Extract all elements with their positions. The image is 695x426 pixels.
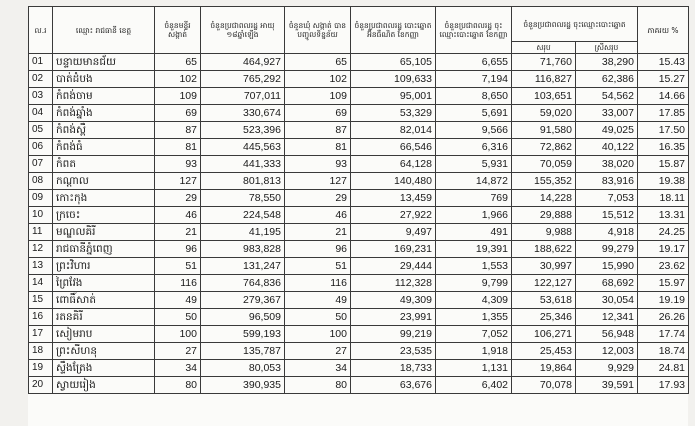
online-voters: 49,309 <box>351 292 436 309</box>
province-name: កំពង់ធំ <box>53 139 155 156</box>
communes-count: 96 <box>155 241 201 258</box>
communes-count: 29 <box>155 190 201 207</box>
percent-value: 18.74 <box>638 343 689 360</box>
communes-count: 46 <box>155 207 201 224</box>
population-count: 599,193 <box>201 326 285 343</box>
table-row <box>29 173 689 190</box>
registered-total: 71,760 <box>512 54 576 71</box>
communes-count: 100 <box>155 326 201 343</box>
registered-total: 25,346 <box>512 309 576 326</box>
row-number: 16 <box>29 309 53 326</box>
communes-entered: 80 <box>285 377 351 394</box>
population-count: 78,550 <box>201 190 285 207</box>
table-row <box>29 71 689 88</box>
table-row <box>29 122 689 139</box>
population-count: 983,828 <box>201 241 285 258</box>
table-row <box>29 377 689 394</box>
header-no: ល.រ <box>29 7 53 54</box>
percent-value: 15.97 <box>638 275 689 292</box>
registered-total: 70,078 <box>512 377 576 394</box>
row-number: 01 <box>29 54 53 71</box>
row-number: 13 <box>29 258 53 275</box>
registered-female: 40,122 <box>576 139 638 156</box>
registered-total: 188,622 <box>512 241 576 258</box>
province-name: ព្រះវិហារ <box>53 258 155 275</box>
communes-entered: 127 <box>285 173 351 190</box>
communes-entered: 81 <box>285 139 351 156</box>
online-voters: 23,991 <box>351 309 436 326</box>
population-count: 41,195 <box>201 224 285 241</box>
table-row <box>29 326 689 343</box>
registered-female: 68,692 <box>576 275 638 292</box>
population-count: 80,053 <box>201 360 285 377</box>
communes-count: 21 <box>155 224 201 241</box>
population-count: 390,935 <box>201 377 285 394</box>
row-number: 10 <box>29 207 53 224</box>
registered-sept: 4,309 <box>436 292 512 309</box>
population-count: 523,396 <box>201 122 285 139</box>
document-sheet <box>28 6 688 426</box>
header-communes-entered: ចំនួនឃុំ សង្កាត់ បានបញ្ចូលទិន្នន័យ <box>285 7 351 54</box>
province-name: រតនគិរី <box>53 309 155 326</box>
registered-sept: 8,650 <box>436 88 512 105</box>
registered-female: 12,341 <box>576 309 638 326</box>
percent-value: 17.85 <box>638 105 689 122</box>
registered-total: 106,271 <box>512 326 576 343</box>
communes-entered: 50 <box>285 309 351 326</box>
communes-count: 81 <box>155 139 201 156</box>
header-online-voters: ចំនួនប្រជាពលរដ្ឋ បោះឆ្នោត អ៊ីនធឺណិត ខែកញ្ញា <box>351 7 436 54</box>
province-name: កំពង់ចាម <box>53 88 155 105</box>
communes-entered: 51 <box>285 258 351 275</box>
online-voters: 66,546 <box>351 139 436 156</box>
communes-count: 50 <box>155 309 201 326</box>
row-number: 15 <box>29 292 53 309</box>
registered-female: 12,003 <box>576 343 638 360</box>
registered-sept: 7,052 <box>436 326 512 343</box>
registered-total: 122,127 <box>512 275 576 292</box>
communes-count: 34 <box>155 360 201 377</box>
table-row <box>29 292 689 309</box>
online-voters: 82,014 <box>351 122 436 139</box>
row-number: 03 <box>29 88 53 105</box>
communes-count: 27 <box>155 343 201 360</box>
registered-sept: 6,655 <box>436 54 512 71</box>
registered-sept: 7,194 <box>436 71 512 88</box>
registered-total: 59,020 <box>512 105 576 122</box>
table-row <box>29 88 689 105</box>
table-row <box>29 258 689 275</box>
registered-female: 33,007 <box>576 105 638 122</box>
province-name: ពោធិ៍សាត់ <box>53 292 155 309</box>
communes-count: 109 <box>155 88 201 105</box>
communes-entered: 102 <box>285 71 351 88</box>
registered-sept: 1,918 <box>436 343 512 360</box>
registered-sept: 1,131 <box>436 360 512 377</box>
registered-total: 72,862 <box>512 139 576 156</box>
registered-total: 29,888 <box>512 207 576 224</box>
communes-entered: 100 <box>285 326 351 343</box>
province-name: ស្ទឹងត្រែង <box>53 360 155 377</box>
online-voters: 140,480 <box>351 173 436 190</box>
registered-female: 30,054 <box>576 292 638 309</box>
communes-entered: 21 <box>285 224 351 241</box>
province-name: មណ្ឌលគិរី <box>53 224 155 241</box>
percent-value: 13.31 <box>638 207 689 224</box>
table-row <box>29 105 689 122</box>
online-voters: 63,676 <box>351 377 436 394</box>
registered-female: 56,948 <box>576 326 638 343</box>
registered-sept: 14,872 <box>436 173 512 190</box>
registered-total: 116,827 <box>512 71 576 88</box>
online-voters: 18,733 <box>351 360 436 377</box>
registered-female: 38,290 <box>576 54 638 71</box>
row-number: 19 <box>29 360 53 377</box>
row-number: 04 <box>29 105 53 122</box>
online-voters: 95,001 <box>351 88 436 105</box>
population-count: 224,548 <box>201 207 285 224</box>
percent-value: 19.38 <box>638 173 689 190</box>
province-name: កំពង់ស្ពឺ <box>53 122 155 139</box>
communes-entered: 96 <box>285 241 351 258</box>
online-voters: 65,105 <box>351 54 436 71</box>
registered-sept: 9,566 <box>436 122 512 139</box>
registered-female: 15,990 <box>576 258 638 275</box>
online-voters: 13,459 <box>351 190 436 207</box>
communes-entered: 65 <box>285 54 351 71</box>
registered-female: 62,386 <box>576 71 638 88</box>
registered-total: 91,580 <box>512 122 576 139</box>
province-name: បាត់ដំបង <box>53 71 155 88</box>
row-number: 20 <box>29 377 53 394</box>
communes-count: 127 <box>155 173 201 190</box>
table-row <box>29 207 689 224</box>
table-row <box>29 190 689 207</box>
row-number: 09 <box>29 190 53 207</box>
province-name: ស្វាយរៀង <box>53 377 155 394</box>
table-row <box>29 309 689 326</box>
population-count: 707,011 <box>201 88 285 105</box>
registered-sept: 769 <box>436 190 512 207</box>
table-row <box>29 224 689 241</box>
table-row <box>29 139 689 156</box>
registered-female: 7,053 <box>576 190 638 207</box>
population-count: 464,927 <box>201 54 285 71</box>
registered-total: 14,228 <box>512 190 576 207</box>
registered-total: 19,864 <box>512 360 576 377</box>
registered-total: 9,988 <box>512 224 576 241</box>
percent-value: 17.74 <box>638 326 689 343</box>
registered-total: 155,352 <box>512 173 576 190</box>
communes-entered: 87 <box>285 122 351 139</box>
registered-total: 25,453 <box>512 343 576 360</box>
communes-count: 87 <box>155 122 201 139</box>
percent-value: 14.66 <box>638 88 689 105</box>
registered-female: 83,916 <box>576 173 638 190</box>
registered-sept: 1,355 <box>436 309 512 326</box>
population-count: 765,292 <box>201 71 285 88</box>
row-number: 07 <box>29 156 53 173</box>
province-name: សៀមរាប <box>53 326 155 343</box>
row-number: 05 <box>29 122 53 139</box>
communes-count: 93 <box>155 156 201 173</box>
population-count: 445,563 <box>201 139 285 156</box>
registered-sept: 6,316 <box>436 139 512 156</box>
row-number: 08 <box>29 173 53 190</box>
province-name: កំពត <box>53 156 155 173</box>
registered-female: 99,279 <box>576 241 638 258</box>
row-number: 18 <box>29 343 53 360</box>
registered-sept: 5,931 <box>436 156 512 173</box>
table-row <box>29 343 689 360</box>
online-voters: 29,444 <box>351 258 436 275</box>
table-row <box>29 54 689 71</box>
header-female-total: ស្រីសរុប <box>576 42 638 54</box>
communes-count: 116 <box>155 275 201 292</box>
header-province: ឈ្មោះ រាជធានី ខេត្ត <box>53 7 155 54</box>
percent-value: 16.35 <box>638 139 689 156</box>
communes-count: 65 <box>155 54 201 71</box>
percent-value: 15.27 <box>638 71 689 88</box>
percent-value: 19.19 <box>638 292 689 309</box>
registered-sept: 9,799 <box>436 275 512 292</box>
province-name: ក្រចេះ <box>53 207 155 224</box>
communes-entered: 69 <box>285 105 351 122</box>
population-count: 279,367 <box>201 292 285 309</box>
communes-entered: 109 <box>285 88 351 105</box>
communes-entered: 46 <box>285 207 351 224</box>
percent-value: 24.81 <box>638 360 689 377</box>
population-count: 131,247 <box>201 258 285 275</box>
percent-value: 18.11 <box>638 190 689 207</box>
table-row <box>29 360 689 377</box>
registered-total: 30,997 <box>512 258 576 275</box>
row-number: 14 <box>29 275 53 292</box>
population-count: 441,333 <box>201 156 285 173</box>
online-voters: 9,497 <box>351 224 436 241</box>
header-communes: ចំនួនមន្ទីរ សង្កាត់ <box>155 7 201 54</box>
row-number: 06 <box>29 139 53 156</box>
province-name: បន្ទាយមានជ័យ <box>53 54 155 71</box>
communes-entered: 34 <box>285 360 351 377</box>
header-registered: ចំនួនប្រជាពលរដ្ឋ ចុះឈ្មោះបោះឆ្នោត <box>512 7 638 42</box>
online-voters: 109,633 <box>351 71 436 88</box>
registered-female: 9,929 <box>576 360 638 377</box>
registered-sept: 1,553 <box>436 258 512 275</box>
registered-sept: 19,391 <box>436 241 512 258</box>
online-voters: 64,128 <box>351 156 436 173</box>
province-name: រាជធានីភ្នំពេញ <box>53 241 155 258</box>
header-total: សរុប <box>512 42 576 54</box>
row-number: 11 <box>29 224 53 241</box>
table-row <box>29 275 689 292</box>
registered-female: 15,512 <box>576 207 638 224</box>
communes-entered: 93 <box>285 156 351 173</box>
online-voters: 169,231 <box>351 241 436 258</box>
communes-entered: 116 <box>285 275 351 292</box>
communes-count: 49 <box>155 292 201 309</box>
province-name: កណ្ដាល <box>53 173 155 190</box>
online-voters: 112,328 <box>351 275 436 292</box>
table-row <box>29 241 689 258</box>
population-count: 330,674 <box>201 105 285 122</box>
province-name: ព្រៃវែង <box>53 275 155 292</box>
communes-entered: 27 <box>285 343 351 360</box>
online-voters: 27,922 <box>351 207 436 224</box>
registered-total: 53,618 <box>512 292 576 309</box>
registered-female: 54,562 <box>576 88 638 105</box>
header-percent: ភាគរយ % <box>638 7 689 54</box>
population-count: 96,509 <box>201 309 285 326</box>
percent-value: 23.62 <box>638 258 689 275</box>
registered-sept: 491 <box>436 224 512 241</box>
online-voters: 53,329 <box>351 105 436 122</box>
header-population: ចំនួនប្រជាពលរដ្ឋ អាយុ ១៨ឆ្នាំឡើង <box>201 7 285 54</box>
communes-entered: 49 <box>285 292 351 309</box>
registration-table <box>28 6 689 394</box>
online-voters: 23,535 <box>351 343 436 360</box>
communes-count: 102 <box>155 71 201 88</box>
percent-value: 15.87 <box>638 156 689 173</box>
registered-female: 39,591 <box>576 377 638 394</box>
population-count: 764,836 <box>201 275 285 292</box>
province-name: កោះកុង <box>53 190 155 207</box>
table-row <box>29 156 689 173</box>
registered-total: 70,059 <box>512 156 576 173</box>
registered-female: 49,025 <box>576 122 638 139</box>
percent-value: 17.50 <box>638 122 689 139</box>
communes-count: 69 <box>155 105 201 122</box>
percent-value: 19.17 <box>638 241 689 258</box>
registered-female: 38,020 <box>576 156 638 173</box>
online-voters: 99,219 <box>351 326 436 343</box>
population-count: 801,813 <box>201 173 285 190</box>
registered-female: 4,918 <box>576 224 638 241</box>
population-count: 135,787 <box>201 343 285 360</box>
registered-sept: 1,966 <box>436 207 512 224</box>
percent-value: 17.93 <box>638 377 689 394</box>
registered-sept: 5,691 <box>436 105 512 122</box>
row-number: 12 <box>29 241 53 258</box>
percent-value: 24.25 <box>638 224 689 241</box>
province-name: ព្រះសីហនុ <box>53 343 155 360</box>
province-name: កំពង់ឆ្នាំង <box>53 105 155 122</box>
registered-sept: 6,402 <box>436 377 512 394</box>
percent-value: 15.43 <box>638 54 689 71</box>
communes-entered: 29 <box>285 190 351 207</box>
row-number: 02 <box>29 71 53 88</box>
row-number: 17 <box>29 326 53 343</box>
header-registered-sept: ចំនួនប្រជាពលរដ្ឋ ចុះឈ្មោះបោះឆ្នោត ខែកញ្ញា <box>436 7 512 54</box>
communes-count: 80 <box>155 377 201 394</box>
percent-value: 26.26 <box>638 309 689 326</box>
registered-total: 103,651 <box>512 88 576 105</box>
communes-count: 51 <box>155 258 201 275</box>
